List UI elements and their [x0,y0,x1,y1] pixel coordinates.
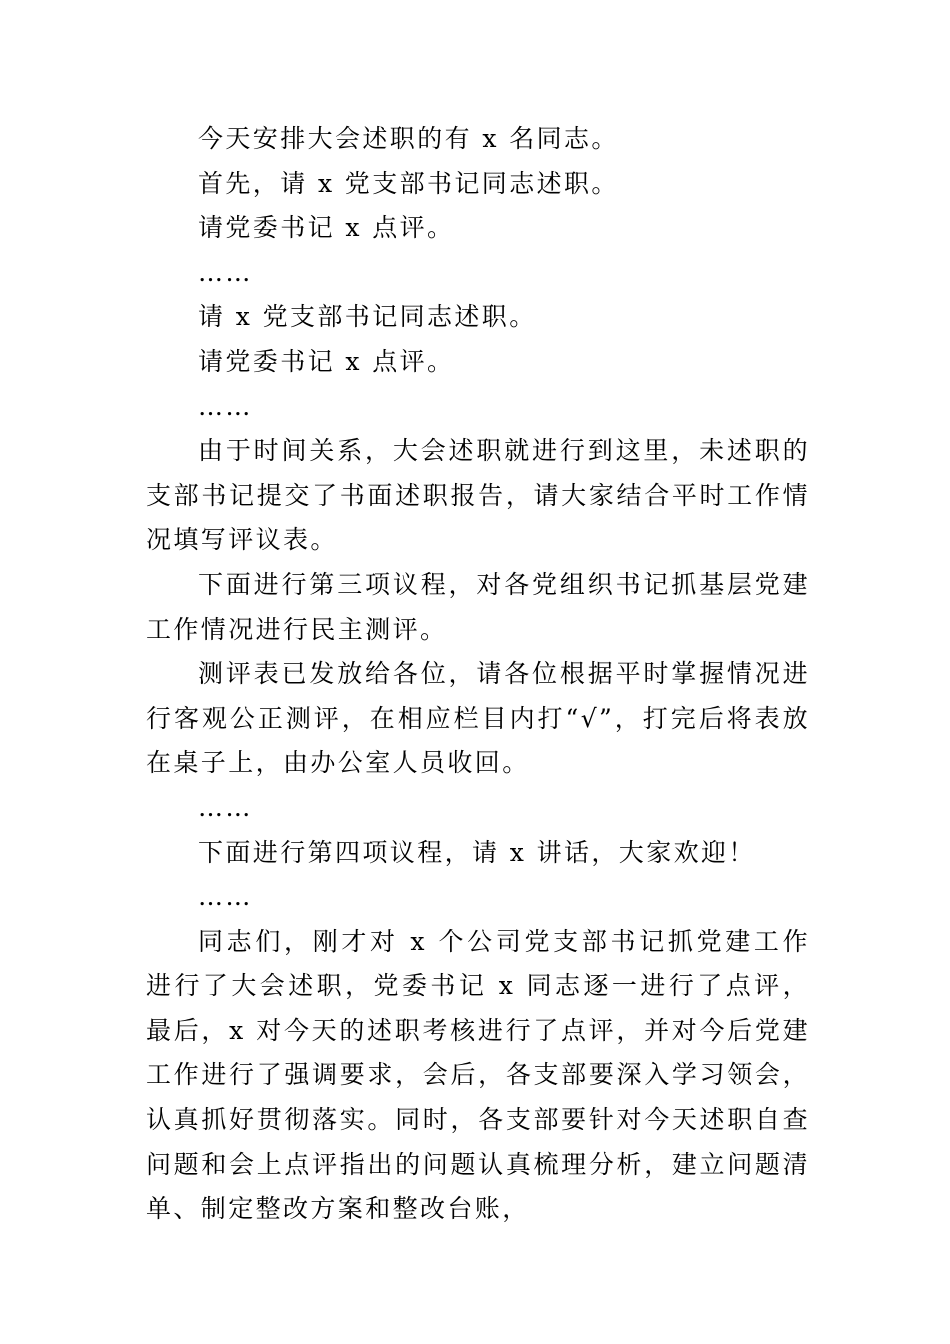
paragraph-first-report: 首先，请 x 党支部书记同志述职。 [198,168,619,198]
paragraph-time-note: 由于时间关系，大会述职就进行到这里，未述职的支部书记提交了书面述职报告，请大家结合平时工作情况填写评议表。 [146,436,810,555]
paragraph-ellipsis-1: …… [198,257,253,287]
paragraph-second-report: 请 x 党支部书记同志述职。 [198,302,537,332]
paragraph-ellipsis-4: …… [198,882,253,912]
paragraph-evaluation-form: 测评表已发放给各位，请各位根据平时掌握情况进行客观公正测评，在相应栏目内打“√”，打完后将表放在桌子上，由办公室人员收回。 [146,659,810,778]
paragraph-agenda-three: 下面进行第三项议程，对各党组织书记抓基层党建工作情况进行民主测评。 [146,569,810,644]
paragraph-summary: 同志们，刚才对 x 个公司党支部书记抓党建工作进行了大会述职，党委书记 x 同志逐一进行了点评，最后，x 对今天的述职考核进行了点评，并对今后党建工作进行了强调要求，会后，各支部要深入学习领会，认真抓好贯彻落实。同时，各支部要针对今天述职自查问题和会上点评指出的问题认真梳理分析，建立问题清单、制定整改方案和整改台账， [146,926,810,1224]
document-body [146,117,810,1232]
paragraph-agenda-four: 下面进行第四项议程，请 x 讲话，大家欢迎！ [198,837,756,867]
paragraph-attendance-count: 今天安排大会述职的有 x 名同志。 [198,124,619,153]
paragraph-ellipsis-3: …… [198,792,253,822]
paragraph-second-comment: 请党委书记 x 点评。 [198,346,455,376]
paragraph-first-comment: 请党委书记 x 点评。 [198,213,455,243]
paragraph-ellipsis-2: …… [198,391,253,421]
